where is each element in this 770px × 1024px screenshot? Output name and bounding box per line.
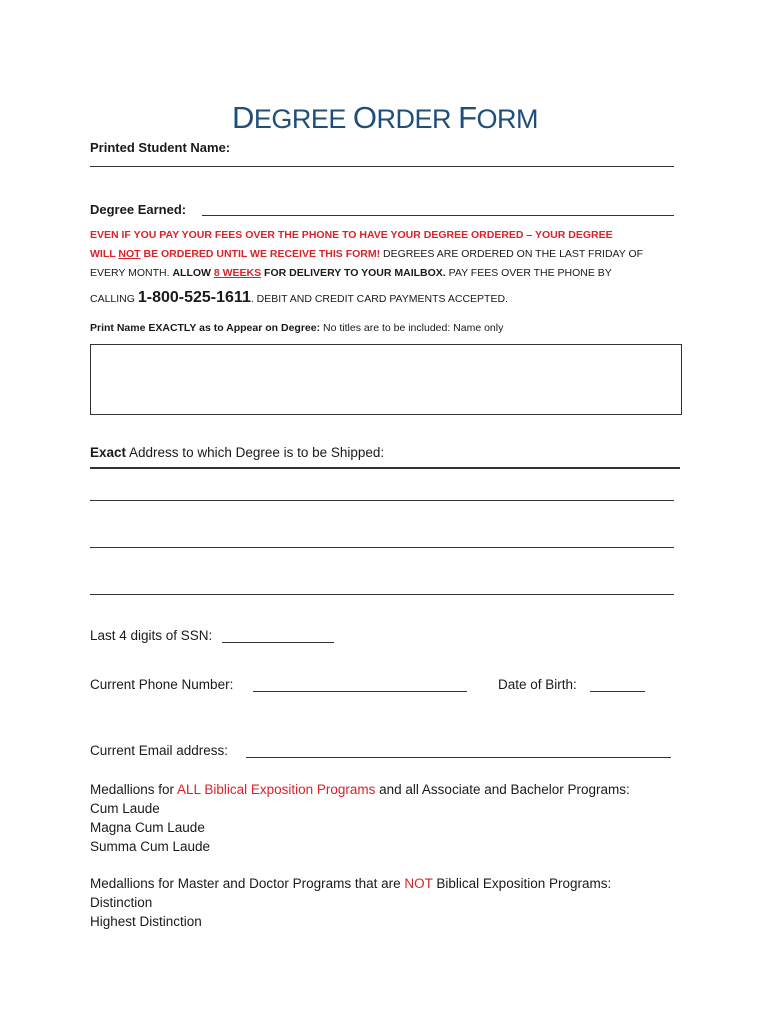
list-item: Cum Laude	[90, 801, 160, 816]
notice-pay-fees: PAY FEES OVER THE PHONE BY	[445, 267, 612, 279]
phone-field[interactable]	[253, 679, 467, 692]
title-part-3: ORM	[476, 104, 538, 134]
notice-line-3	[90, 264, 612, 283]
notice-warning-2a: WILL	[90, 248, 119, 260]
medallions-master-prefix: Medallions for Master and Doctor Programs that are	[90, 876, 405, 891]
degree-earned-field[interactable]	[202, 203, 674, 216]
medallions-all-section	[90, 780, 630, 856]
address-rule	[90, 467, 680, 469]
dob-field[interactable]	[590, 679, 645, 692]
phone-label: Current Phone Number:	[90, 677, 234, 692]
notice-warning-2b: BE ORDERED UNTIL WE RECEIVE THIS FORM!	[140, 248, 381, 260]
title-part-2: RDER	[376, 104, 459, 134]
notice-weeks: 8 WEEKS	[213, 267, 262, 279]
address-label-bold: Exact	[90, 445, 127, 460]
notice-friday: DEGREES ARE ORDERED ON THE LAST FRIDAY OF	[380, 248, 644, 260]
notice-line-2	[90, 245, 643, 264]
ssn-field[interactable]	[222, 630, 334, 643]
dob-label: Date of Birth:	[498, 677, 577, 692]
notice-allow: ALLOW	[172, 267, 214, 279]
title-initial-d: D	[232, 100, 254, 135]
medallions-master-suffix: Biblical Exposition Programs:	[432, 876, 612, 891]
ssn-label: Last 4 digits of SSN:	[90, 628, 213, 643]
notice-line-1	[90, 226, 613, 245]
print-name-box[interactable]	[90, 344, 682, 415]
address-line-2[interactable]	[90, 547, 674, 548]
address-label-rest: Address to which Degree is to be Shipped:	[126, 445, 385, 460]
medallions-master-heading	[90, 874, 611, 893]
list-item: Distinction	[90, 895, 153, 910]
medallions-master-highlight: NOT	[404, 876, 433, 891]
list-item: Summa Cum Laude	[90, 839, 211, 854]
address-label	[90, 445, 384, 460]
notice-every-month: EVERY MONTH.	[90, 267, 173, 279]
print-name-label-rest: No titles are to be included: Name only	[320, 322, 504, 334]
list-item: Highest Distinction	[90, 914, 202, 929]
notice-phone-number: 1-800-525-1611	[137, 289, 251, 306]
medallions-all-highlight: ALL Biblical Exposition Programs	[177, 782, 376, 797]
medallions-all-prefix: Medallions for	[90, 782, 178, 797]
notice-line-4	[90, 288, 508, 309]
medallions-all-heading	[90, 780, 630, 799]
form-title	[0, 100, 770, 136]
notice-payments: . DEBIT AND CREDIT CARD PAYMENTS ACCEPTED.	[250, 293, 508, 305]
title-initial-o: O	[352, 100, 377, 135]
degree-earned-label: Degree Earned:	[90, 202, 187, 217]
title-part-1: EGREE	[253, 104, 353, 134]
medallions-all-suffix: and all Associate and Bachelor Programs:	[375, 782, 630, 797]
notice-calling: CALLING	[90, 293, 138, 305]
email-field[interactable]	[246, 745, 671, 758]
student-name-field[interactable]	[90, 166, 674, 167]
address-line-1[interactable]	[90, 500, 674, 501]
notice-delivery: FOR DELIVERY TO YOUR MAILBOX.	[261, 267, 446, 279]
medallions-master-section	[90, 874, 611, 931]
title-initial-f: F	[458, 100, 477, 135]
email-label: Current Email address:	[90, 743, 229, 758]
address-line-3[interactable]	[90, 594, 674, 595]
notice-warning-1: EVEN IF YOU PAY YOUR FEES OVER THE PHONE TO HAVE YOUR DEGREE ORDERED – YOUR DEGREE	[90, 229, 613, 241]
list-item: Magna Cum Laude	[90, 820, 205, 835]
student-name-label: Printed Student Name:	[90, 140, 231, 155]
notice-not: NOT	[118, 248, 141, 260]
print-name-label-bold: Print Name EXACTLY as to Appear on Degree:	[90, 322, 321, 334]
print-name-label	[90, 322, 503, 334]
